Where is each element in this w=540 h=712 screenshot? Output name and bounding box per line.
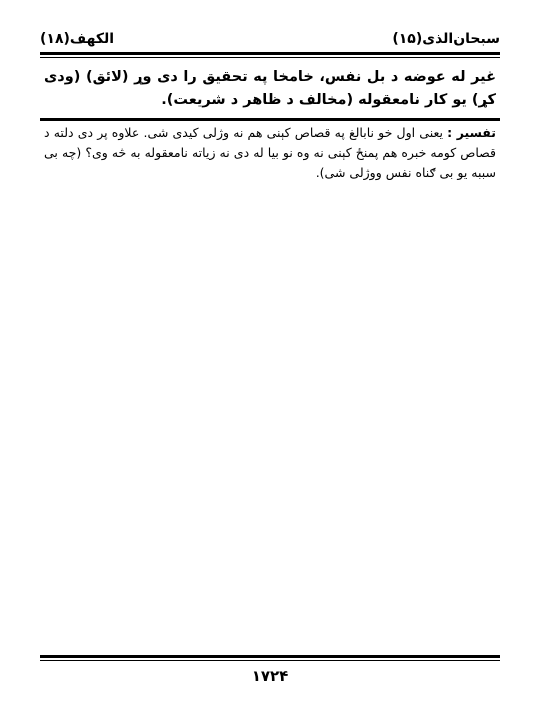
verse-translation: غیر له عوضه د بل نفس، خامخا په تحقیق را دی وړ (لائق) (ودی کړ) یو کار نامعقوله (مخالف د ظاهر د شریعت). [44, 69, 496, 108]
tafsir-label: تفسیر : [447, 125, 496, 140]
tafsir-text: یعنی اول خو نابالغ په قصاص کېنی هم نه وژلی کیدی شی. علاوه پر دی دلته د قصاص کومه خبره هم پمنځ کېنی نه وه نو بیا له دی نه زیاته نامعقوله به څه وی؟ (چه بی سببه یو بی ګناه نفس ووژلی شی). [44, 125, 496, 180]
footer-rule-thin [40, 660, 500, 661]
header-rule [40, 52, 500, 55]
section-divider [40, 118, 500, 121]
tafsir-paragraph [44, 123, 496, 183]
page-number: ۱۷۲۴ [251, 667, 289, 685]
header-left-surah: الکهف(۱۸) [40, 31, 115, 47]
header-rule-thin [40, 57, 500, 58]
header-right-juz: سبحان‌الذی(۱۵) [392, 31, 500, 47]
footer-rule [40, 655, 500, 658]
running-header [40, 28, 500, 50]
